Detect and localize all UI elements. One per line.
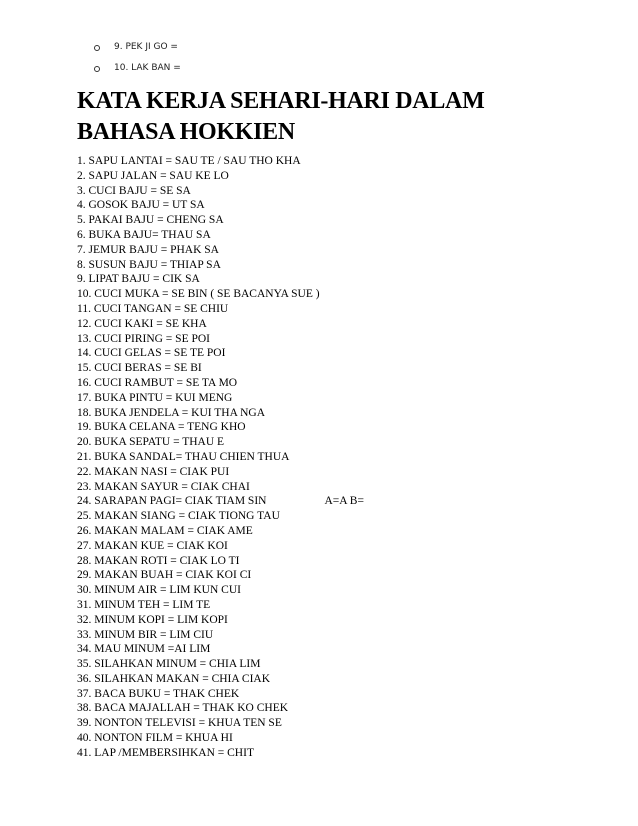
vocab-item-text: 9. LIPAT BAJU = CIK SA [77, 273, 200, 286]
vocab-item [77, 154, 364, 169]
vocab-item-text: 8. SUSUN BAJU = THIAP SA [77, 258, 221, 271]
vocab-item [77, 731, 364, 746]
page-title: KATA KERJA SEHARI-HARI DALAM BAHASA HOKKIEN [77, 88, 485, 145]
vocab-item-text: 24. SARAPAN PAGI= CIAK TIAM SIN [77, 495, 267, 508]
vocab-item [77, 169, 364, 184]
vocab-extra-note: A=A B= [324, 495, 364, 508]
bullet-icon [94, 66, 100, 72]
bullet-item-text: 9. PEK JI GO = [114, 42, 178, 52]
vocab-item-text: 2. SAPU JALAN = SAU KE LO [77, 169, 229, 182]
vocab-item-text: 17. BUKA PINTU = KUI MENG [77, 391, 233, 404]
vocab-item-text: 12. CUCI KAKI = SE KHA [77, 317, 207, 330]
vocab-item [77, 628, 364, 643]
vocab-item-text: 41. LAP /MEMBERSIHKAN = CHIT [77, 746, 254, 759]
vocab-item [77, 598, 364, 613]
vocab-item [77, 406, 364, 421]
vocab-item [77, 317, 364, 332]
vocab-item [77, 332, 364, 347]
vocab-item [77, 746, 364, 761]
vocab-item-text: 26. MAKAN MALAM = CIAK AME [77, 524, 253, 537]
vocab-item [77, 716, 364, 731]
vocab-item [77, 494, 364, 509]
vocab-item-text: 28. MAKAN ROTI = CIAK LO TI [77, 554, 240, 567]
vocab-item-text: 19. BUKA CELANA = TENG KHO [77, 421, 246, 434]
vocab-item [77, 272, 364, 287]
vocab-item [77, 554, 364, 569]
vocab-item-text: 14. CUCI GELAS = SE TE POI [77, 347, 226, 360]
vocab-item-text: 22. MAKAN NASI = CIAK PUI [77, 465, 230, 478]
vocab-item-text: 21. BUKA SANDAL= THAU CHIEN THUA [77, 450, 290, 463]
vocab-item [77, 198, 364, 213]
vocab-item [77, 568, 364, 583]
vocab-item-text: 30. MINUM AIR = LIM KUN CUI [77, 584, 241, 597]
vocab-item-text: 5. PAKAI BAJU = CHENG SA [77, 214, 224, 227]
vocab-item [77, 435, 364, 450]
vocab-item [77, 391, 364, 406]
vocab-item [77, 346, 364, 361]
vocab-item-text: 23. MAKAN SAYUR = CIAK CHAI [77, 480, 250, 493]
vocab-item [77, 184, 364, 199]
vocab-item-text: 16. CUCI RAMBUT = SE TA MO [77, 376, 238, 389]
vocab-item [77, 287, 364, 302]
vocab-list [77, 154, 364, 761]
vocab-item-text: 1. SAPU LANTAI = SAU TE / SAU THO KHA [77, 155, 301, 167]
vocab-item [77, 258, 364, 273]
vocab-item-text: 40. NONTON FILM = KHUA HI [77, 732, 233, 745]
vocab-item-text: 15. CUCI BERAS = SE BI [77, 362, 202, 375]
vocab-item [77, 480, 364, 495]
vocab-item [77, 450, 364, 465]
vocab-item [77, 376, 364, 391]
vocab-item-text: 6. BUKA BAJU= THAU SA [77, 228, 211, 241]
vocab-item-text: 33. MINUM BIR = LIM CIU [77, 628, 214, 641]
vocab-item [77, 213, 364, 228]
vocab-item [77, 302, 364, 317]
vocab-item [77, 509, 364, 524]
vocab-item-text: 29. MAKAN BUAH = CIAK KOI CI [77, 569, 252, 582]
vocab-item-text: 18. BUKA JENDELA = KUI THA NGA [77, 406, 266, 419]
vocab-item-text: 10. CUCI MUKA = SE BIN ( SE BACANYA SUE ) [77, 288, 320, 301]
vocab-item-text: 34. MAU MINUM =AI LIM [77, 643, 211, 656]
vocab-item-text: 32. MINUM KOPI = LIM KOPI [77, 613, 228, 626]
vocab-item [77, 613, 364, 628]
vocab-item-text: 39. NONTON TELEVISI = KHUA TEN SE [77, 717, 282, 730]
vocab-item-text: 38. BACA MAJALLAH = THAK KO CHEK [77, 702, 289, 715]
vocab-item-text: 35. SILAHKAN MINUM = CHIA LIM [77, 658, 261, 671]
vocab-item [77, 657, 364, 672]
vocab-item [77, 420, 364, 435]
vocab-item-text: 25. MAKAN SIANG = CIAK TIONG TAU [77, 510, 280, 523]
vocab-item-text: 7. JEMUR BAJU = PHAK SA [77, 243, 219, 256]
vocab-item [77, 687, 364, 702]
vocab-item [77, 465, 364, 480]
vocab-item [77, 361, 364, 376]
vocab-item [77, 243, 364, 258]
top-bullet-list [94, 40, 181, 82]
vocab-item [77, 228, 364, 243]
vocab-item [77, 583, 364, 598]
vocab-item-text: 20. BUKA SEPATU = THAU E [77, 436, 225, 449]
bullet-item-text: 10. LAK BAN = [114, 63, 181, 73]
bullet-item [94, 61, 181, 82]
vocab-item [77, 642, 364, 657]
bullet-icon [94, 45, 100, 51]
vocab-item-text: 36. SILAHKAN MAKAN = CHIA CIAK [77, 672, 271, 685]
vocab-item-text: 37. BACA BUKU = THAK CHEK [77, 687, 240, 700]
vocab-item-text: 4. GOSOK BAJU = UT SA [77, 199, 205, 212]
vocab-item-text: 13. CUCI PIRING = SE POI [77, 332, 210, 345]
bullet-item [94, 40, 181, 61]
vocab-item-text: 3. CUCI BAJU = SE SA [77, 184, 191, 197]
vocab-item [77, 539, 364, 554]
vocab-item [77, 672, 364, 687]
vocab-item [77, 701, 364, 716]
vocab-item-text: 11. CUCI TANGAN = SE CHIU [77, 302, 229, 315]
vocab-item-text: 31. MINUM TEH = LIM TE [77, 598, 211, 611]
vocab-item [77, 524, 364, 539]
vocab-item-text: 27. MAKAN KUE = CIAK KOI [77, 539, 228, 552]
